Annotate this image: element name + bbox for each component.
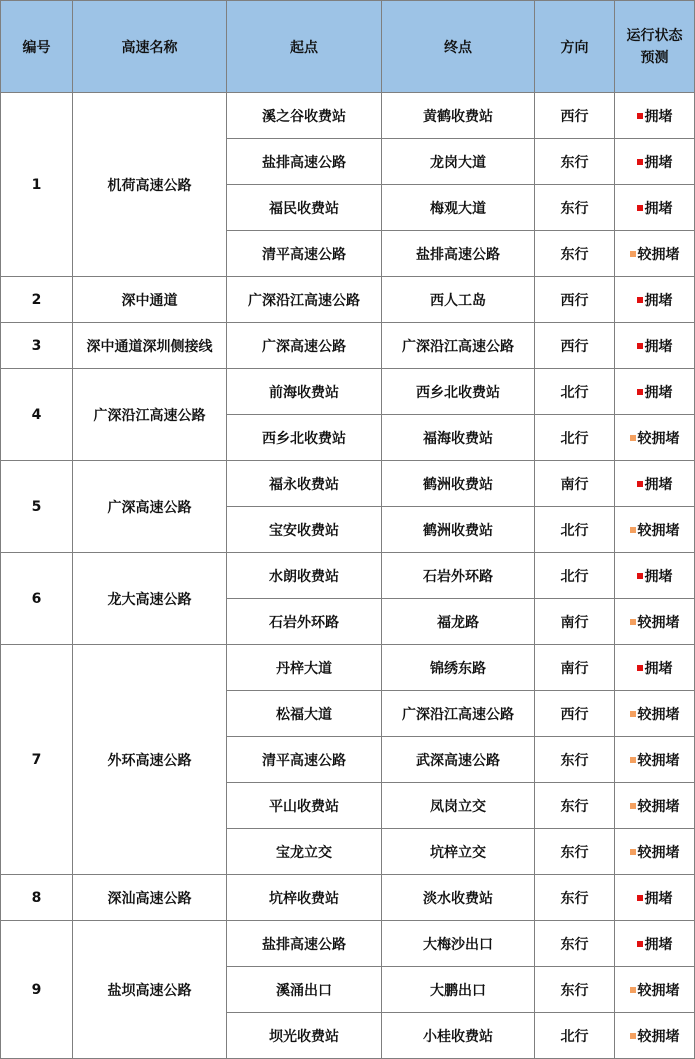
- cell-direction: 东行: [535, 231, 615, 277]
- status-badge: [630, 750, 680, 770]
- cell-direction: 北行: [535, 507, 615, 553]
- cell-direction: 南行: [535, 461, 615, 507]
- cell-end: 西人工岛: [382, 277, 535, 323]
- status-badge: [637, 566, 673, 586]
- cell-highway-name: 盐坝高速公路: [73, 921, 227, 1059]
- cell-direction: 北行: [535, 553, 615, 599]
- status-label: 较拥堵: [637, 246, 680, 263]
- cell-status: [615, 369, 695, 415]
- header-highway-name: 高速名称: [73, 1, 227, 93]
- header-status-forecast: 运行状态预测: [615, 1, 695, 93]
- status-square-icon: [630, 1033, 636, 1039]
- cell-direction: 西行: [535, 323, 615, 369]
- status-square-icon: [637, 573, 643, 579]
- cell-end: 鹤洲收费站: [382, 461, 535, 507]
- cell-start: 坑梓收费站: [227, 875, 382, 921]
- status-label: 拥堵: [644, 660, 673, 677]
- status-badge: [630, 842, 680, 862]
- cell-start: 丹梓大道: [227, 645, 382, 691]
- status-badge: [630, 980, 680, 1000]
- status-label: 拥堵: [644, 890, 673, 907]
- status-square-icon: [630, 711, 636, 717]
- cell-highway-name: 深汕高速公路: [73, 875, 227, 921]
- cell-direction: 北行: [535, 1013, 615, 1059]
- cell-highway-name: 机荷高速公路: [73, 93, 227, 277]
- cell-id: 3: [1, 323, 73, 369]
- status-badge: [637, 658, 673, 678]
- status-badge: [630, 244, 680, 264]
- status-badge: [630, 612, 680, 632]
- cell-direction: 东行: [535, 875, 615, 921]
- status-badge: [630, 704, 680, 724]
- cell-highway-name: 外环高速公路: [73, 645, 227, 875]
- cell-id: 9: [1, 921, 73, 1059]
- cell-status: [615, 415, 695, 461]
- cell-status: [615, 967, 695, 1013]
- cell-end: 凤岗立交: [382, 783, 535, 829]
- cell-status: [615, 599, 695, 645]
- status-label: 较拥堵: [637, 430, 680, 447]
- table-row: [1, 921, 695, 967]
- table-row: [1, 461, 695, 507]
- status-label: 较拥堵: [637, 1028, 680, 1045]
- status-label: 较拥堵: [637, 752, 680, 769]
- cell-direction: 东行: [535, 737, 615, 783]
- status-badge: [637, 336, 673, 356]
- header-start: 起点: [227, 1, 382, 93]
- cell-highway-name: 深中通道深圳侧接线: [73, 323, 227, 369]
- cell-start: 石岩外环路: [227, 599, 382, 645]
- table-row: [1, 277, 695, 323]
- header-direction: 方向: [535, 1, 615, 93]
- status-label: 拥堵: [644, 476, 673, 493]
- status-badge: [637, 152, 673, 172]
- cell-start: 松福大道: [227, 691, 382, 737]
- status-square-icon: [637, 665, 643, 671]
- cell-status: [615, 231, 695, 277]
- cell-start: 广深沿江高速公路: [227, 277, 382, 323]
- cell-start: 西乡北收费站: [227, 415, 382, 461]
- cell-start: 平山收费站: [227, 783, 382, 829]
- table-body: [1, 93, 695, 1059]
- status-label: 拥堵: [644, 936, 673, 953]
- cell-end: 武深高速公路: [382, 737, 535, 783]
- cell-id: 2: [1, 277, 73, 323]
- cell-status: [615, 93, 695, 139]
- cell-end: 西乡北收费站: [382, 369, 535, 415]
- cell-end: 福龙路: [382, 599, 535, 645]
- cell-direction: 北行: [535, 415, 615, 461]
- cell-end: 梅观大道: [382, 185, 535, 231]
- status-badge: [637, 934, 673, 954]
- cell-status: [615, 323, 695, 369]
- cell-end: 鹤洲收费站: [382, 507, 535, 553]
- cell-end: 龙岗大道: [382, 139, 535, 185]
- status-badge: [630, 1026, 680, 1046]
- cell-start: 溪涌出口: [227, 967, 382, 1013]
- status-badge: [630, 428, 680, 448]
- status-label: 拥堵: [644, 154, 673, 171]
- cell-end: 黄鹤收费站: [382, 93, 535, 139]
- cell-start: 前海收费站: [227, 369, 382, 415]
- status-label: 较拥堵: [637, 798, 680, 815]
- cell-status: [615, 783, 695, 829]
- cell-end: 大梅沙出口: [382, 921, 535, 967]
- cell-start: 清平高速公路: [227, 231, 382, 277]
- cell-direction: 南行: [535, 645, 615, 691]
- cell-id: 1: [1, 93, 73, 277]
- table-row: [1, 645, 695, 691]
- status-square-icon: [637, 343, 643, 349]
- cell-direction: 东行: [535, 921, 615, 967]
- cell-status: [615, 921, 695, 967]
- cell-status: [615, 139, 695, 185]
- cell-highway-name: 深中通道: [73, 277, 227, 323]
- cell-id: 4: [1, 369, 73, 461]
- status-square-icon: [637, 389, 643, 395]
- status-square-icon: [637, 481, 643, 487]
- cell-direction: 东行: [535, 967, 615, 1013]
- status-label: 拥堵: [644, 568, 673, 585]
- cell-direction: 东行: [535, 829, 615, 875]
- cell-end: 小桂收费站: [382, 1013, 535, 1059]
- table-row: [1, 875, 695, 921]
- cell-end: 广深沿江高速公路: [382, 323, 535, 369]
- cell-status: [615, 553, 695, 599]
- cell-direction: 西行: [535, 691, 615, 737]
- status-badge: [637, 198, 673, 218]
- table-row: [1, 323, 695, 369]
- cell-end: 广深沿江高速公路: [382, 691, 535, 737]
- cell-id: 7: [1, 645, 73, 875]
- cell-start: 广深高速公路: [227, 323, 382, 369]
- cell-start: 宝安收费站: [227, 507, 382, 553]
- cell-end: 福海收费站: [382, 415, 535, 461]
- cell-start: 清平高速公路: [227, 737, 382, 783]
- cell-status: [615, 875, 695, 921]
- cell-direction: 东行: [535, 185, 615, 231]
- status-label: 较拥堵: [637, 844, 680, 861]
- cell-status: [615, 461, 695, 507]
- cell-start: 溪之谷收费站: [227, 93, 382, 139]
- cell-id: 8: [1, 875, 73, 921]
- cell-status: [615, 829, 695, 875]
- status-square-icon: [630, 251, 636, 257]
- cell-direction: 北行: [535, 369, 615, 415]
- cell-direction: 东行: [535, 783, 615, 829]
- cell-highway-name: 龙大高速公路: [73, 553, 227, 645]
- cell-start: 盐排高速公路: [227, 921, 382, 967]
- cell-status: [615, 507, 695, 553]
- cell-status: [615, 277, 695, 323]
- cell-direction: 南行: [535, 599, 615, 645]
- cell-end: 锦绣东路: [382, 645, 535, 691]
- table-row: [1, 553, 695, 599]
- status-square-icon: [630, 527, 636, 533]
- status-label: 较拥堵: [637, 982, 680, 999]
- header-end: 终点: [382, 1, 535, 93]
- status-square-icon: [637, 113, 643, 119]
- status-badge: [637, 382, 673, 402]
- cell-status: [615, 737, 695, 783]
- table-row: [1, 369, 695, 415]
- cell-start: 盐排高速公路: [227, 139, 382, 185]
- status-label: 较拥堵: [637, 706, 680, 723]
- status-label: 拥堵: [644, 384, 673, 401]
- cell-end: 石岩外环路: [382, 553, 535, 599]
- cell-status: [615, 691, 695, 737]
- status-badge: [637, 474, 673, 494]
- status-badge: [637, 290, 673, 310]
- status-square-icon: [630, 849, 636, 855]
- cell-direction: 西行: [535, 277, 615, 323]
- cell-end: 坑梓立交: [382, 829, 535, 875]
- cell-highway-name: 广深沿江高速公路: [73, 369, 227, 461]
- header-id: 编号: [1, 1, 73, 93]
- cell-start: 宝龙立交: [227, 829, 382, 875]
- status-label: 较拥堵: [637, 614, 680, 631]
- status-label: 拥堵: [644, 108, 673, 125]
- cell-id: 5: [1, 461, 73, 553]
- cell-start: 福民收费站: [227, 185, 382, 231]
- cell-start: 水朗收费站: [227, 553, 382, 599]
- status-square-icon: [630, 757, 636, 763]
- status-square-icon: [637, 205, 643, 211]
- cell-status: [615, 185, 695, 231]
- cell-end: 大鹏出口: [382, 967, 535, 1013]
- status-square-icon: [630, 803, 636, 809]
- cell-end: 淡水收费站: [382, 875, 535, 921]
- status-badge: [637, 888, 673, 908]
- cell-highway-name: 广深高速公路: [73, 461, 227, 553]
- cell-end: 盐排高速公路: [382, 231, 535, 277]
- status-label: 拥堵: [644, 200, 673, 217]
- status-square-icon: [637, 941, 643, 947]
- cell-status: [615, 1013, 695, 1059]
- status-square-icon: [637, 895, 643, 901]
- status-label: 拥堵: [644, 292, 673, 309]
- status-square-icon: [637, 159, 643, 165]
- table-row: [1, 93, 695, 139]
- cell-id: 6: [1, 553, 73, 645]
- status-badge: [637, 106, 673, 126]
- status-square-icon: [630, 987, 636, 993]
- cell-start: 福永收费站: [227, 461, 382, 507]
- header-row: [1, 1, 695, 93]
- cell-direction: 东行: [535, 139, 615, 185]
- status-square-icon: [630, 435, 636, 441]
- cell-direction: 西行: [535, 93, 615, 139]
- status-square-icon: [637, 297, 643, 303]
- cell-status: [615, 645, 695, 691]
- status-badge: [630, 796, 680, 816]
- status-label: 较拥堵: [637, 522, 680, 539]
- status-label: 拥堵: [644, 338, 673, 355]
- cell-start: 坝光收费站: [227, 1013, 382, 1059]
- status-square-icon: [630, 619, 636, 625]
- status-badge: [630, 520, 680, 540]
